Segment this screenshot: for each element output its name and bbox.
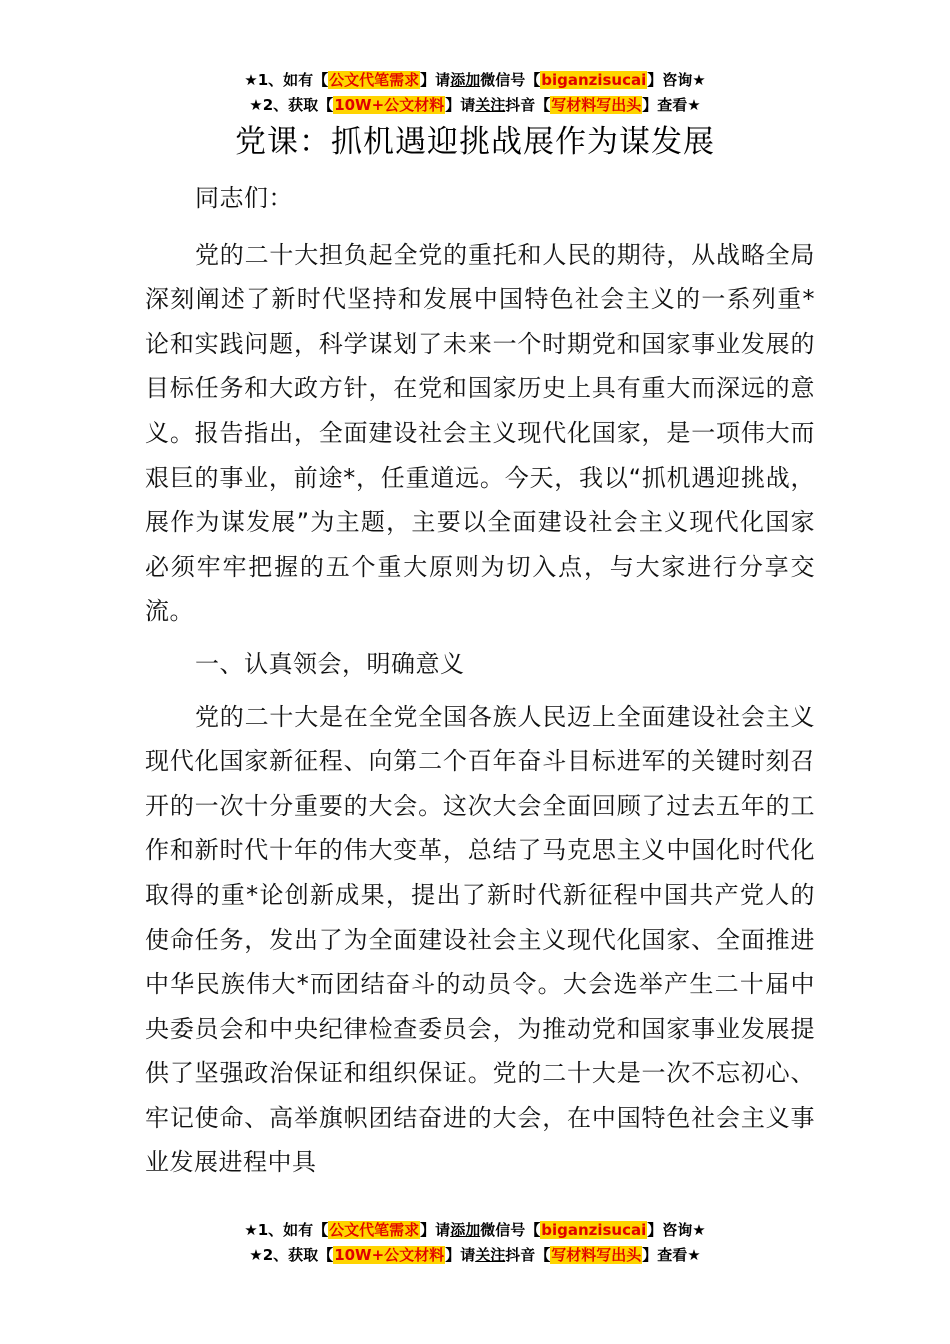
- greeting: 同志们：: [195, 184, 293, 212]
- banner-text: ★1、如有【: [244, 1221, 329, 1239]
- banner-highlight: 10W+公文材料: [334, 96, 445, 114]
- banner-text: 】请: [445, 1246, 476, 1264]
- banner-text: 抖音【: [505, 96, 551, 114]
- section-heading: 一、认真领会，明确意义: [195, 649, 465, 678]
- banner-highlight: 公文代笔需求: [329, 1221, 420, 1239]
- banner-underline: 添加: [450, 71, 481, 89]
- document-body: [145, 176, 815, 1193]
- banner-highlight: 10W+公文材料: [334, 1246, 445, 1264]
- banner-text: 】请: [445, 96, 476, 114]
- banner-text: 】请: [420, 71, 451, 89]
- banner-highlight: 写材料写出头: [551, 96, 642, 114]
- banner-line-2: [0, 93, 950, 118]
- banner-underline: 关注: [475, 1246, 506, 1264]
- banner-underline: 添加: [450, 1221, 481, 1239]
- banner-line-2: [0, 1243, 950, 1268]
- document-title: 党课：抓机遇迎挑战展作为谋发展: [235, 124, 715, 160]
- banner-text: ★1、如有【: [244, 71, 329, 89]
- banner-text: 】查看★: [642, 1246, 701, 1264]
- banner-text: 】查看★: [642, 96, 701, 114]
- banner-highlight: 写材料写出头: [551, 1246, 642, 1264]
- banner-text: 微信号【: [480, 1221, 541, 1239]
- banner-line-1: [0, 1218, 950, 1243]
- banner-text: 】咨询★: [647, 71, 706, 89]
- intro-paragraph: 党的二十大担负起全党的重托和人民的期待，从战略全局深刻阐述了新时代坚持和发展中国特色社会主义的一系列重*论和实践问题，科学谋划了未来一个时期党和国家事业发展的目标任务和大政方针，在党和国家历史上具有重大而深远的意义。报告指出，全面建设社会主义现代化国家，是一项伟大而艰巨的事业，前途*，任重道远。今天，我以“抓机遇迎挑战，展作为谋发展”为主题，主要以全面建设社会主义现代化国家必须牢牢把握的五个重大原则为切入点，与大家进行分享交流。: [145, 240, 815, 626]
- banner-underline: 关注: [475, 96, 506, 114]
- banner-highlight: biganzisucai: [541, 71, 647, 89]
- banner-text: 】咨询★: [647, 1221, 706, 1239]
- banner-text: 】请: [420, 1221, 451, 1239]
- banner-text: ★2、获取【: [249, 96, 334, 114]
- banner-highlight: biganzisucai: [541, 1221, 647, 1239]
- header-banner: [0, 68, 950, 118]
- banner-highlight: 公文代笔需求: [329, 71, 420, 89]
- banner-text: ★2、获取【: [249, 1246, 334, 1264]
- footer-banner: [0, 1218, 950, 1268]
- banner-text: 抖音【: [505, 1246, 551, 1264]
- banner-line-1: [0, 68, 950, 93]
- banner-text: 微信号【: [480, 71, 541, 89]
- section-paragraph: 党的二十大是在全党全国各族人民迈上全面建设社会主义现代化国家新征程、向第二个百年奋斗目标进军的关键时刻召开的一次十分重要的大会。这次大会全面回顾了过去五年的工作和新时代十年的伟大变革，总结了马克思主义中国化时代化取得的重*论创新成果，提出了新时代新征程中国共产党人的使命任务，发出了为全面建设社会主义现代化国家、全面推进中华民族伟大*而团结奋斗的动员令。大会选举产生二十届中央委员会和中央纪律检查委员会，为推动党和国家事业发展提供了坚强政治保证和组织保证。党的二十大是一次不忘初心、牢记使命、高举旗帜团结奋进的大会，在中国特色社会主义事业发展进程中具: [145, 702, 815, 1177]
